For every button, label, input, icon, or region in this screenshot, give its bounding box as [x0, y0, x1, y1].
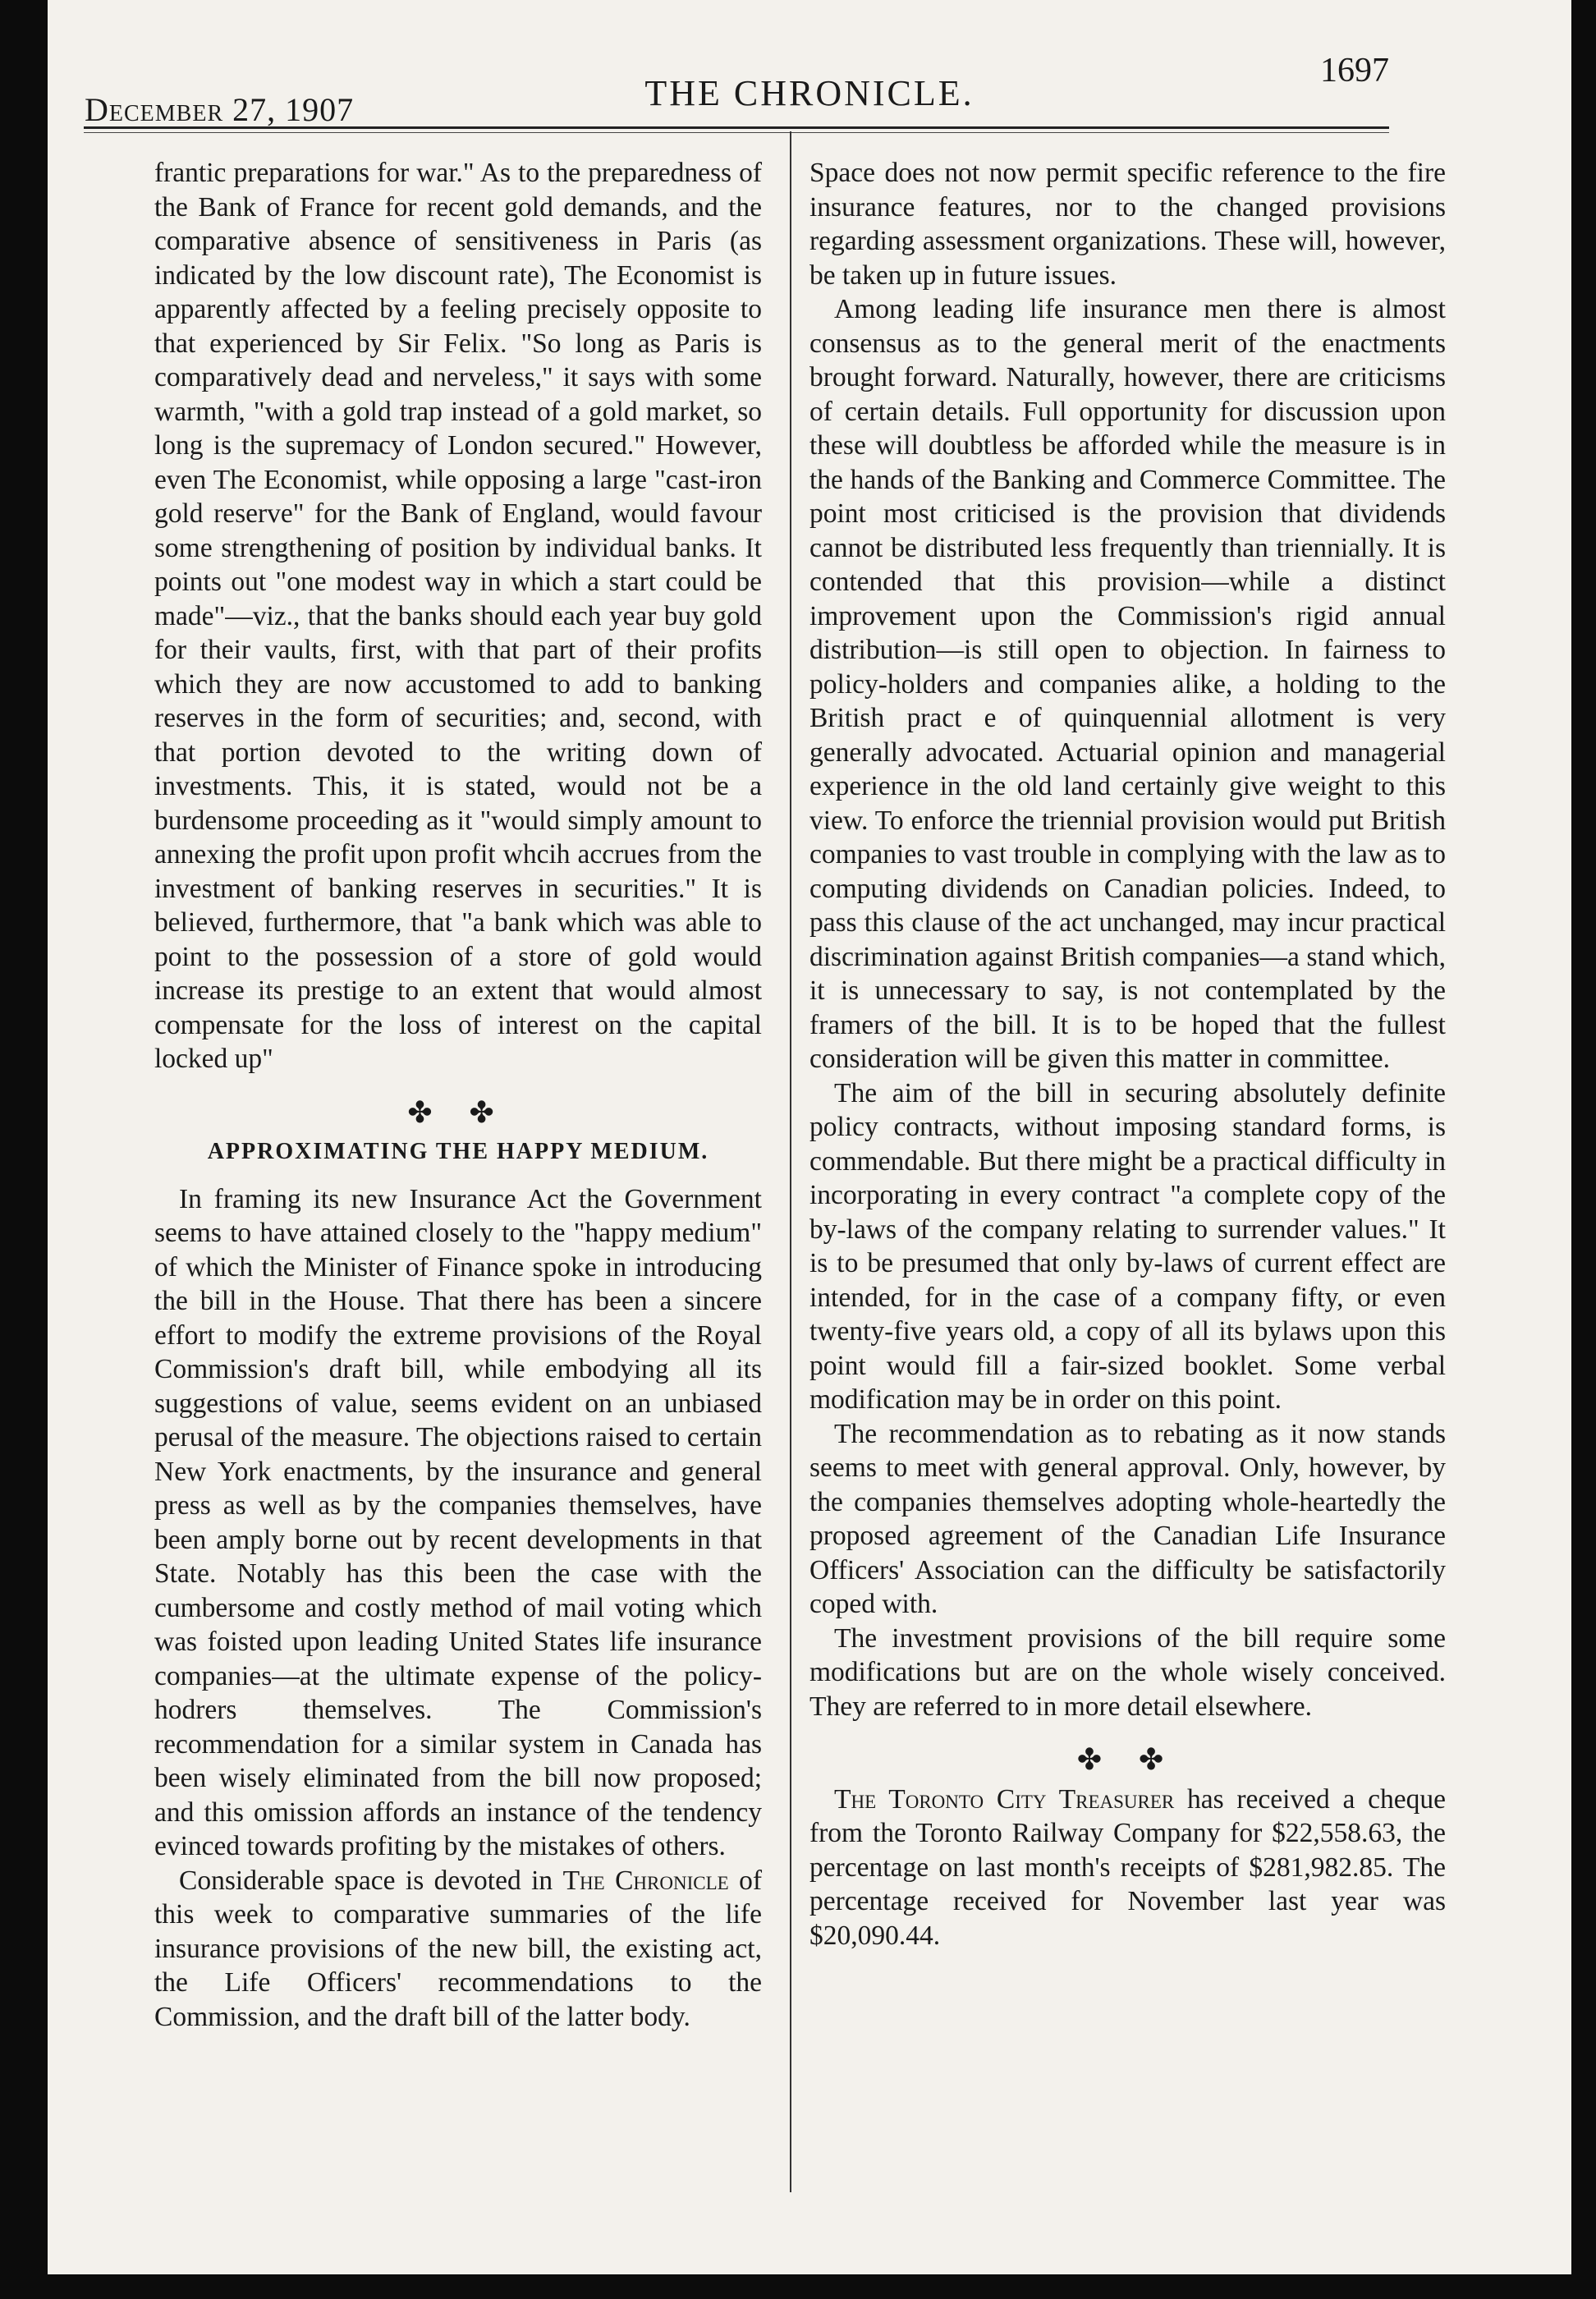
- article-paragraph: In framing its new Insurance Act the Government seems to have attained closely to the "happy medium" of which the Minister of Finance spoke in introducing the bill in the House. That there has been a sincere effort to modify the extreme provisions of the Royal Commission's draft bill, while embodying all its suggestions of value, seems evident on an unbiased perusal of the measure. The objections raised to certain New York enactments, by the insurance and general press as well as by the companies themselves, have been amply borne out by recent developments in that State. Notably has this been the case with the cumbersome and costly method of mail voting which was foisted upon leading United States life insurance companies—at the ultimate expense of the policy-hodrers themselves. The Commission's recommendation for a similar system in Canada has been wisely eliminated from the bill now proposed; and this omission affords an instance of the tendency evinced towards profiting by the mistakes of others.: [154, 1183, 762, 1861]
- article-paragraph: Among leading life insurance men there is almost consensus as to the general merit of the enactments brought forward. Naturally, however, there are criticisms of certain details. Full opportunity for discussion upon these will doubtless be afforded while the measure is in the hands of the Banking and Commerce Committee. The point most criticised is the provision that dividends cannot be distributed less frequently than triennially. It is contended that this provision—while a distinct improvement upon the Commission's rigid annual distribution—is still open to objection. In fairness to policy-holders and companies alike, a holding to the British pract e of quinquennial allotment is very generally advocated. Actuarial opinion and managerial experience in the old land certainly give weight to this view. To enforce the triennial provision would put British companies to vast trouble in complying with the law as to computing dividends on Canadian policies. Indeed, to pass this clause of the act unchanged, may incur practical discrimination against British companies—a stand which, it is unnecessary to say, is not contemplated by the framers of the bill. It is to be hoped that the fullest consideration will be given this matter in committee.: [809, 294, 1446, 1074]
- section-ornament: ✤ ✤: [407, 1095, 509, 1129]
- page-number: 1697: [1320, 52, 1389, 89]
- section-ornament: ✤ ✤: [1076, 1743, 1179, 1776]
- left-column: [154, 156, 762, 2034]
- news-item: [809, 1783, 1446, 1953]
- article-paragraph: The aim of the bill in securing absolutely definite policy contracts, without imposing standard forms, is commendable. But there might be a practical difficulty in incorporating in every contract "a complete copy of the by-laws of the company relating to surrender values." It is to be presumed that only by-laws of current effect are intended, for in the case of a company fifty, or even twenty-five years old, a copy of all its bylaws upon this point would fill a fair-sized booklet. Some verbal modification may be in order on this point.: [809, 1077, 1446, 1415]
- header-rule: [84, 126, 1389, 133]
- scan-edge-left: [0, 0, 48, 2299]
- article-paragraph: Space does not now permit specific reference to the fire insurance features, nor to the changed provisions regarding assessment organizations. These will, however, be taken up in future issues.: [809, 158, 1446, 291]
- scan-edge-right: [1571, 0, 1596, 2299]
- paragraph-text: has received a cheque from the Toronto Railway Company for $22,558.63, the percentage on last month's receipts of $281,982.85. The percentage received for November last year was $20,090.44.: [809, 1783, 1446, 1951]
- running-head: [48, 0, 1571, 131]
- article-paragraph: frantic preparations for war." As to the preparedness of the Bank of France for recent gold demands, and the comparative absence of sensitiveness in Paris (as indicated by the low discount rate), The Economist is apparently affected by a feeling precisely opposite to that experienced by Sir Felix. "So long as Paris is comparatively dead and nerveless," it says with some warmth, "with a gold trap instead of a gold market, so long is the supremacy of London secured." However, even The Economist, while opposing a large "cast-iron gold reserve" for the Bank of England, would favour some strengthening of position by individual banks. It points out "one modest way in which a start could be made"—viz., that the banks should each year buy gold for their vaults, first, with that part of their profits which they are now accustomed to add to banking reserves in the form of securities; and, second, with that portion devoted to the writing down of investments. This, it is stated, would not be a burdensome proceeding as it "would simply amount to annexing the profit upon profit whcih accrues from the investment of banking reserves in securities." It is believed, furthermore, that "a bank which was able to point to the possession of a store of gold would increase its prestige to an extent that would almost compensate for the loss of interest on the capital locked up": [154, 158, 762, 1074]
- scan-edge-bottom: [0, 2274, 1596, 2299]
- article-paragraph: The investment provisions of the bill require some modifications but are on the whole wisely conceived. They are referred to in more detail elsewhere.: [809, 1622, 1446, 1722]
- column-divider: [790, 131, 791, 2192]
- right-column: [809, 156, 1446, 1953]
- issue-date: December 27, 1907: [85, 91, 355, 128]
- paragraph-text: Considerable space is devoted in: [179, 1865, 563, 1896]
- paragraph-text: of this week to comparative summaries of the life insurance provisions of the new bill, the existing act, the Life Officers' recommendations to the Commission, and the draft bill of the latter body.: [154, 1865, 762, 2032]
- article-heading: APPROXIMATING THE HAPPY MEDIUM.: [207, 1139, 709, 1164]
- newspaper-page: [48, 0, 1571, 2274]
- article-paragraph: The recommendation as to rebating as it now stands seems to meet with general approval. Only, however, by the companies themselves adopting whole-heartedly the proposed agreement of the Canadian Life Insurance Officers' Association can the difficulty be satisfactorily coped with.: [809, 1418, 1446, 1619]
- article-paragraph: [154, 1864, 762, 2035]
- news-item-lead: The Toronto City Treasurer: [834, 1783, 1175, 1815]
- masthead-title: THE CHRONICLE.: [644, 73, 975, 113]
- publication-name: The Chronicle: [562, 1865, 729, 1896]
